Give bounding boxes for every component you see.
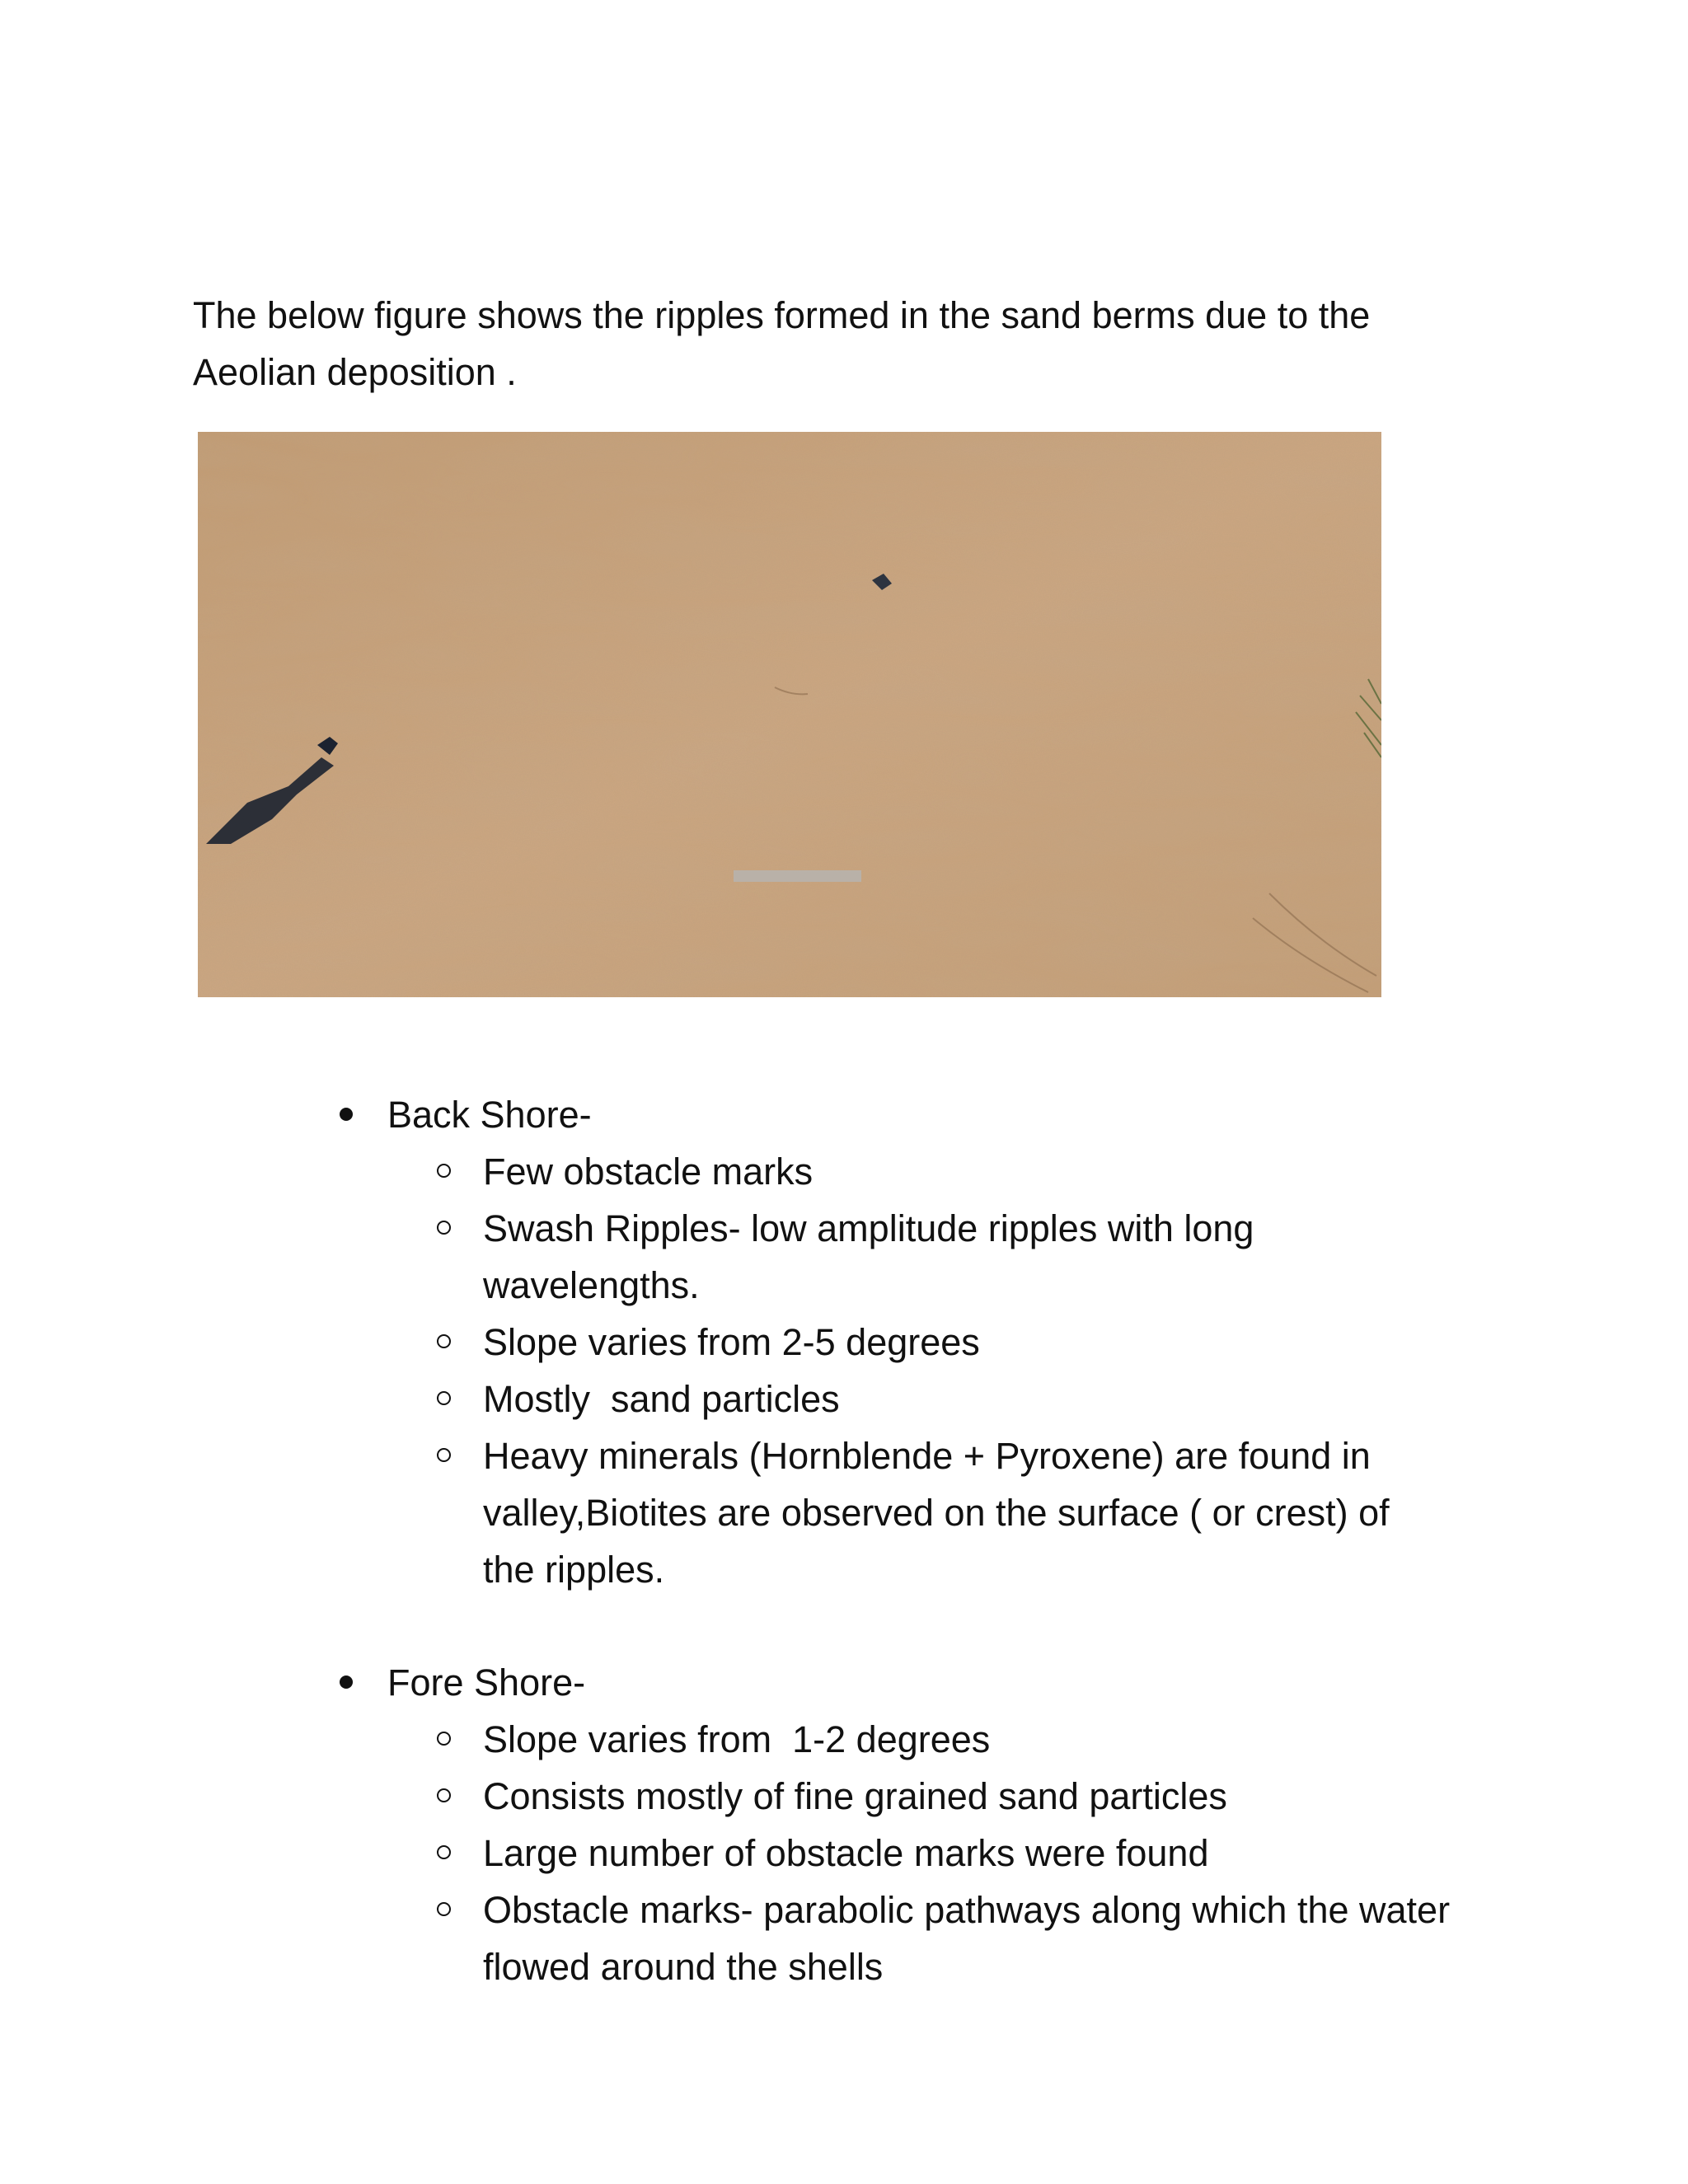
- circle-bullet-icon: [437, 1788, 451, 1802]
- intro-paragraph: The below figure shows the ripples formed in the sand berms due to the Aeolian deposition .: [193, 294, 1371, 393]
- section-heading: Fore Shore-: [387, 1661, 586, 1704]
- list-item-text: Heavy minerals (Hornblende + Pyroxene) are found in valley,Biotites are observed on the surface ( or crest) of the ripples.: [483, 1435, 1400, 1591]
- circle-bullet-icon: [437, 1221, 451, 1235]
- scale-bar: [734, 870, 861, 882]
- circle-bullet-icon: [437, 1448, 451, 1462]
- bullet-dot: [340, 1675, 353, 1689]
- list-item-text: Consists mostly of fine grained sand particles: [483, 1775, 1227, 1817]
- circle-bullet-icon: [437, 1845, 451, 1859]
- circle-bullet-icon: [437, 1902, 451, 1916]
- circle-bullet-icon: [437, 1334, 451, 1348]
- section-heading: Back Shore-: [387, 1094, 592, 1136]
- list-item-text: Large number of obstacle marks were found: [483, 1832, 1209, 1874]
- circle-bullet-icon: [437, 1391, 451, 1405]
- list-item-text: Few obstacle marks: [483, 1151, 814, 1193]
- circle-bullet-icon: [437, 1732, 451, 1746]
- list-item-text: Obstacle marks- parabolic pathways along which the water flowed around the shells: [483, 1889, 1461, 1988]
- list-item-text: Slope varies from 2-5 degrees: [483, 1321, 980, 1363]
- sand-ripples-photo: [198, 432, 1381, 997]
- sand-ripples-image: [198, 432, 1381, 997]
- list-item-text: Swash Ripples- low amplitude ripples with long wavelengths.: [483, 1207, 1264, 1306]
- list-item-text: Slope varies from 1-2 degrees: [483, 1718, 991, 1760]
- circle-bullet-icon: [437, 1164, 451, 1178]
- list-item-text: Mostly sand particles: [483, 1378, 840, 1420]
- bullet-dot: [340, 1108, 353, 1121]
